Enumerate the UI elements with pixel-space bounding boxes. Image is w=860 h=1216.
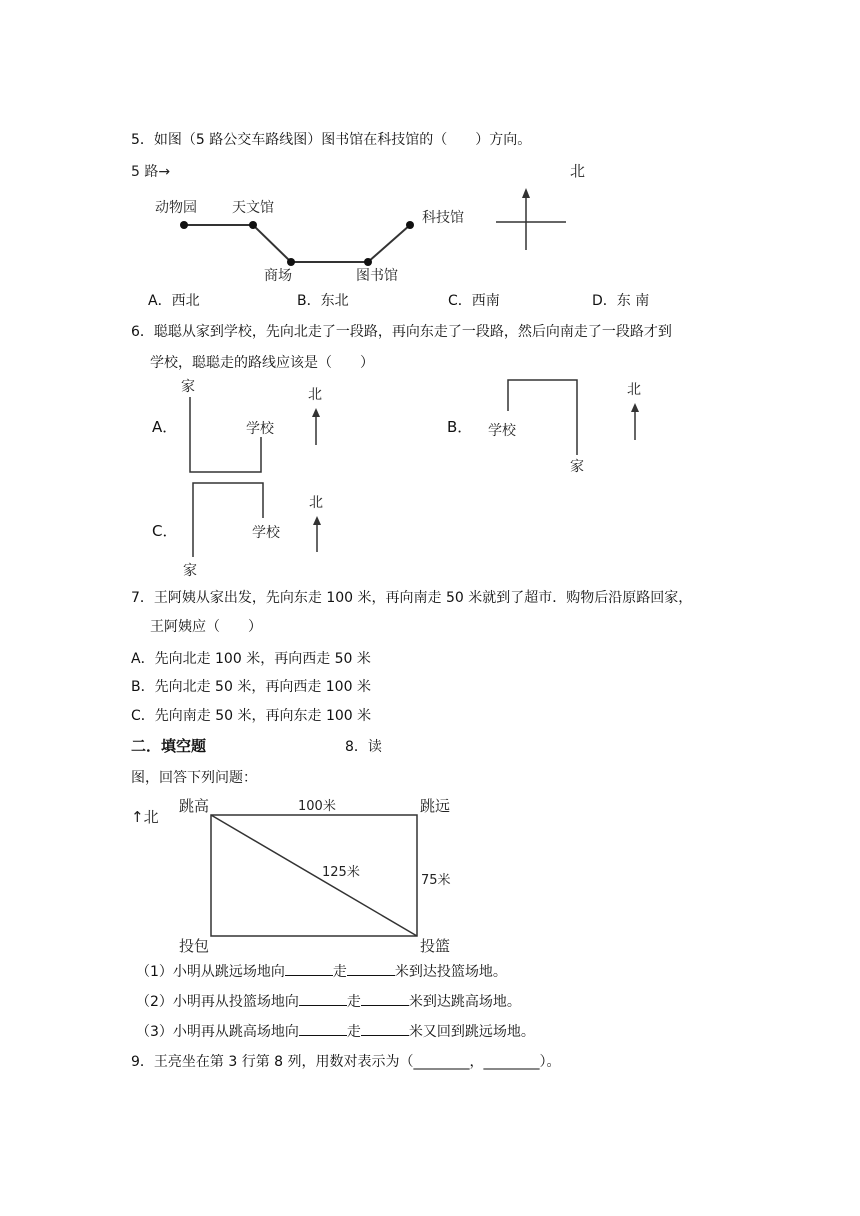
blank[interactable]	[299, 1035, 347, 1036]
school-label-b: 学校	[488, 423, 516, 439]
q8-sub3: （3）小明再从跳高场地向 走 米又回到跳远场地。	[136, 1024, 535, 1040]
q6-stem-line1: 6．聪聪从家到学校，先向北走了一段路，再向东走了一段路，然后向南走了一段路才到	[131, 324, 672, 340]
blank[interactable]	[347, 975, 395, 976]
q5-option-a[interactable]: A．西北	[148, 293, 200, 309]
north-label-a: 北	[308, 387, 322, 403]
q8-stem-start: 8．读	[345, 739, 382, 755]
home-label-c: 家	[183, 563, 197, 579]
field-diagonal	[211, 815, 417, 936]
top-length-label: 100米	[298, 799, 336, 814]
north-label: 北	[570, 162, 586, 180]
north-label: ↑北	[131, 808, 159, 826]
route-label: 5 路→	[131, 164, 171, 180]
q7-option-a[interactable]: A．先向北走 100 米，再向西走 50 米	[131, 651, 371, 667]
q6-option-a-label[interactable]: A．	[152, 418, 178, 436]
q8-sub2: （2）小明再从投篮场地向 走 米到达跳高场地。	[136, 994, 521, 1010]
blank[interactable]	[361, 1005, 409, 1006]
q9-stem: 9．王亮坐在第 3 行第 8 列，用数对表示为（________，________）。	[131, 1054, 561, 1070]
q8-sub1: （1）小明从跳远场地向 走 米到达投篮场地。	[136, 964, 507, 980]
stop-label-library: 图书馆	[356, 268, 398, 284]
north-label-b: 北	[627, 382, 641, 398]
q5-option-b[interactable]: B．东北	[297, 293, 349, 309]
home-label-a: 家	[181, 379, 195, 395]
blank[interactable]	[361, 1035, 409, 1036]
blank[interactable]	[285, 975, 333, 976]
corner-basketball: 投篮	[420, 937, 451, 955]
school-label-c: 学校	[252, 525, 280, 541]
section-heading: 二．填空题	[131, 737, 207, 755]
school-label-a: 学校	[246, 421, 274, 437]
q8-stem-cont: 图，回答下列问题：	[131, 770, 257, 786]
q5-option-d[interactable]: D．东 南	[592, 293, 650, 309]
corner-long-jump: 跳远	[420, 797, 451, 815]
corner-bag-toss: 投包	[179, 937, 210, 955]
q6-option-c-label[interactable]: C．	[152, 522, 178, 540]
stop-label-mall: 商场	[264, 268, 292, 284]
north-label-c: 北	[309, 495, 323, 511]
blank[interactable]	[299, 1005, 347, 1006]
q7-stem-line1: 7．王阿姨从家出发，先向东走 100 米，再向南走 50 米就到了超市．购物后沿原路回家，	[131, 590, 693, 606]
corner-high-jump: 跳高	[179, 797, 210, 815]
q7-option-c[interactable]: C．先向南走 50 米，再向东走 100 米	[131, 708, 372, 724]
q7-option-b[interactable]: B．先向北走 50 米，再向西走 100 米	[131, 679, 371, 695]
stop-label-zoo: 动物园	[155, 200, 197, 216]
stop-label-science-museum: 科技馆	[422, 210, 464, 226]
home-label-b: 家	[570, 459, 584, 475]
q6-stem-line2: 学校，聪聪走的路线应该是（ ）	[150, 355, 374, 371]
diagonal-length-label: 125米	[322, 865, 360, 880]
q5-stem: 5．如图（5 路公交车路线图）图书馆在科技馆的（ ）方向。	[131, 132, 532, 148]
q6-option-b-label[interactable]: B．	[447, 418, 473, 436]
q5-option-c[interactable]: C．西南	[448, 293, 500, 309]
q7-stem-line2: 王阿姨应（ ）	[150, 619, 262, 635]
right-length-label: 75米	[421, 873, 451, 888]
stop-label-planetarium: 天文馆	[232, 200, 274, 216]
